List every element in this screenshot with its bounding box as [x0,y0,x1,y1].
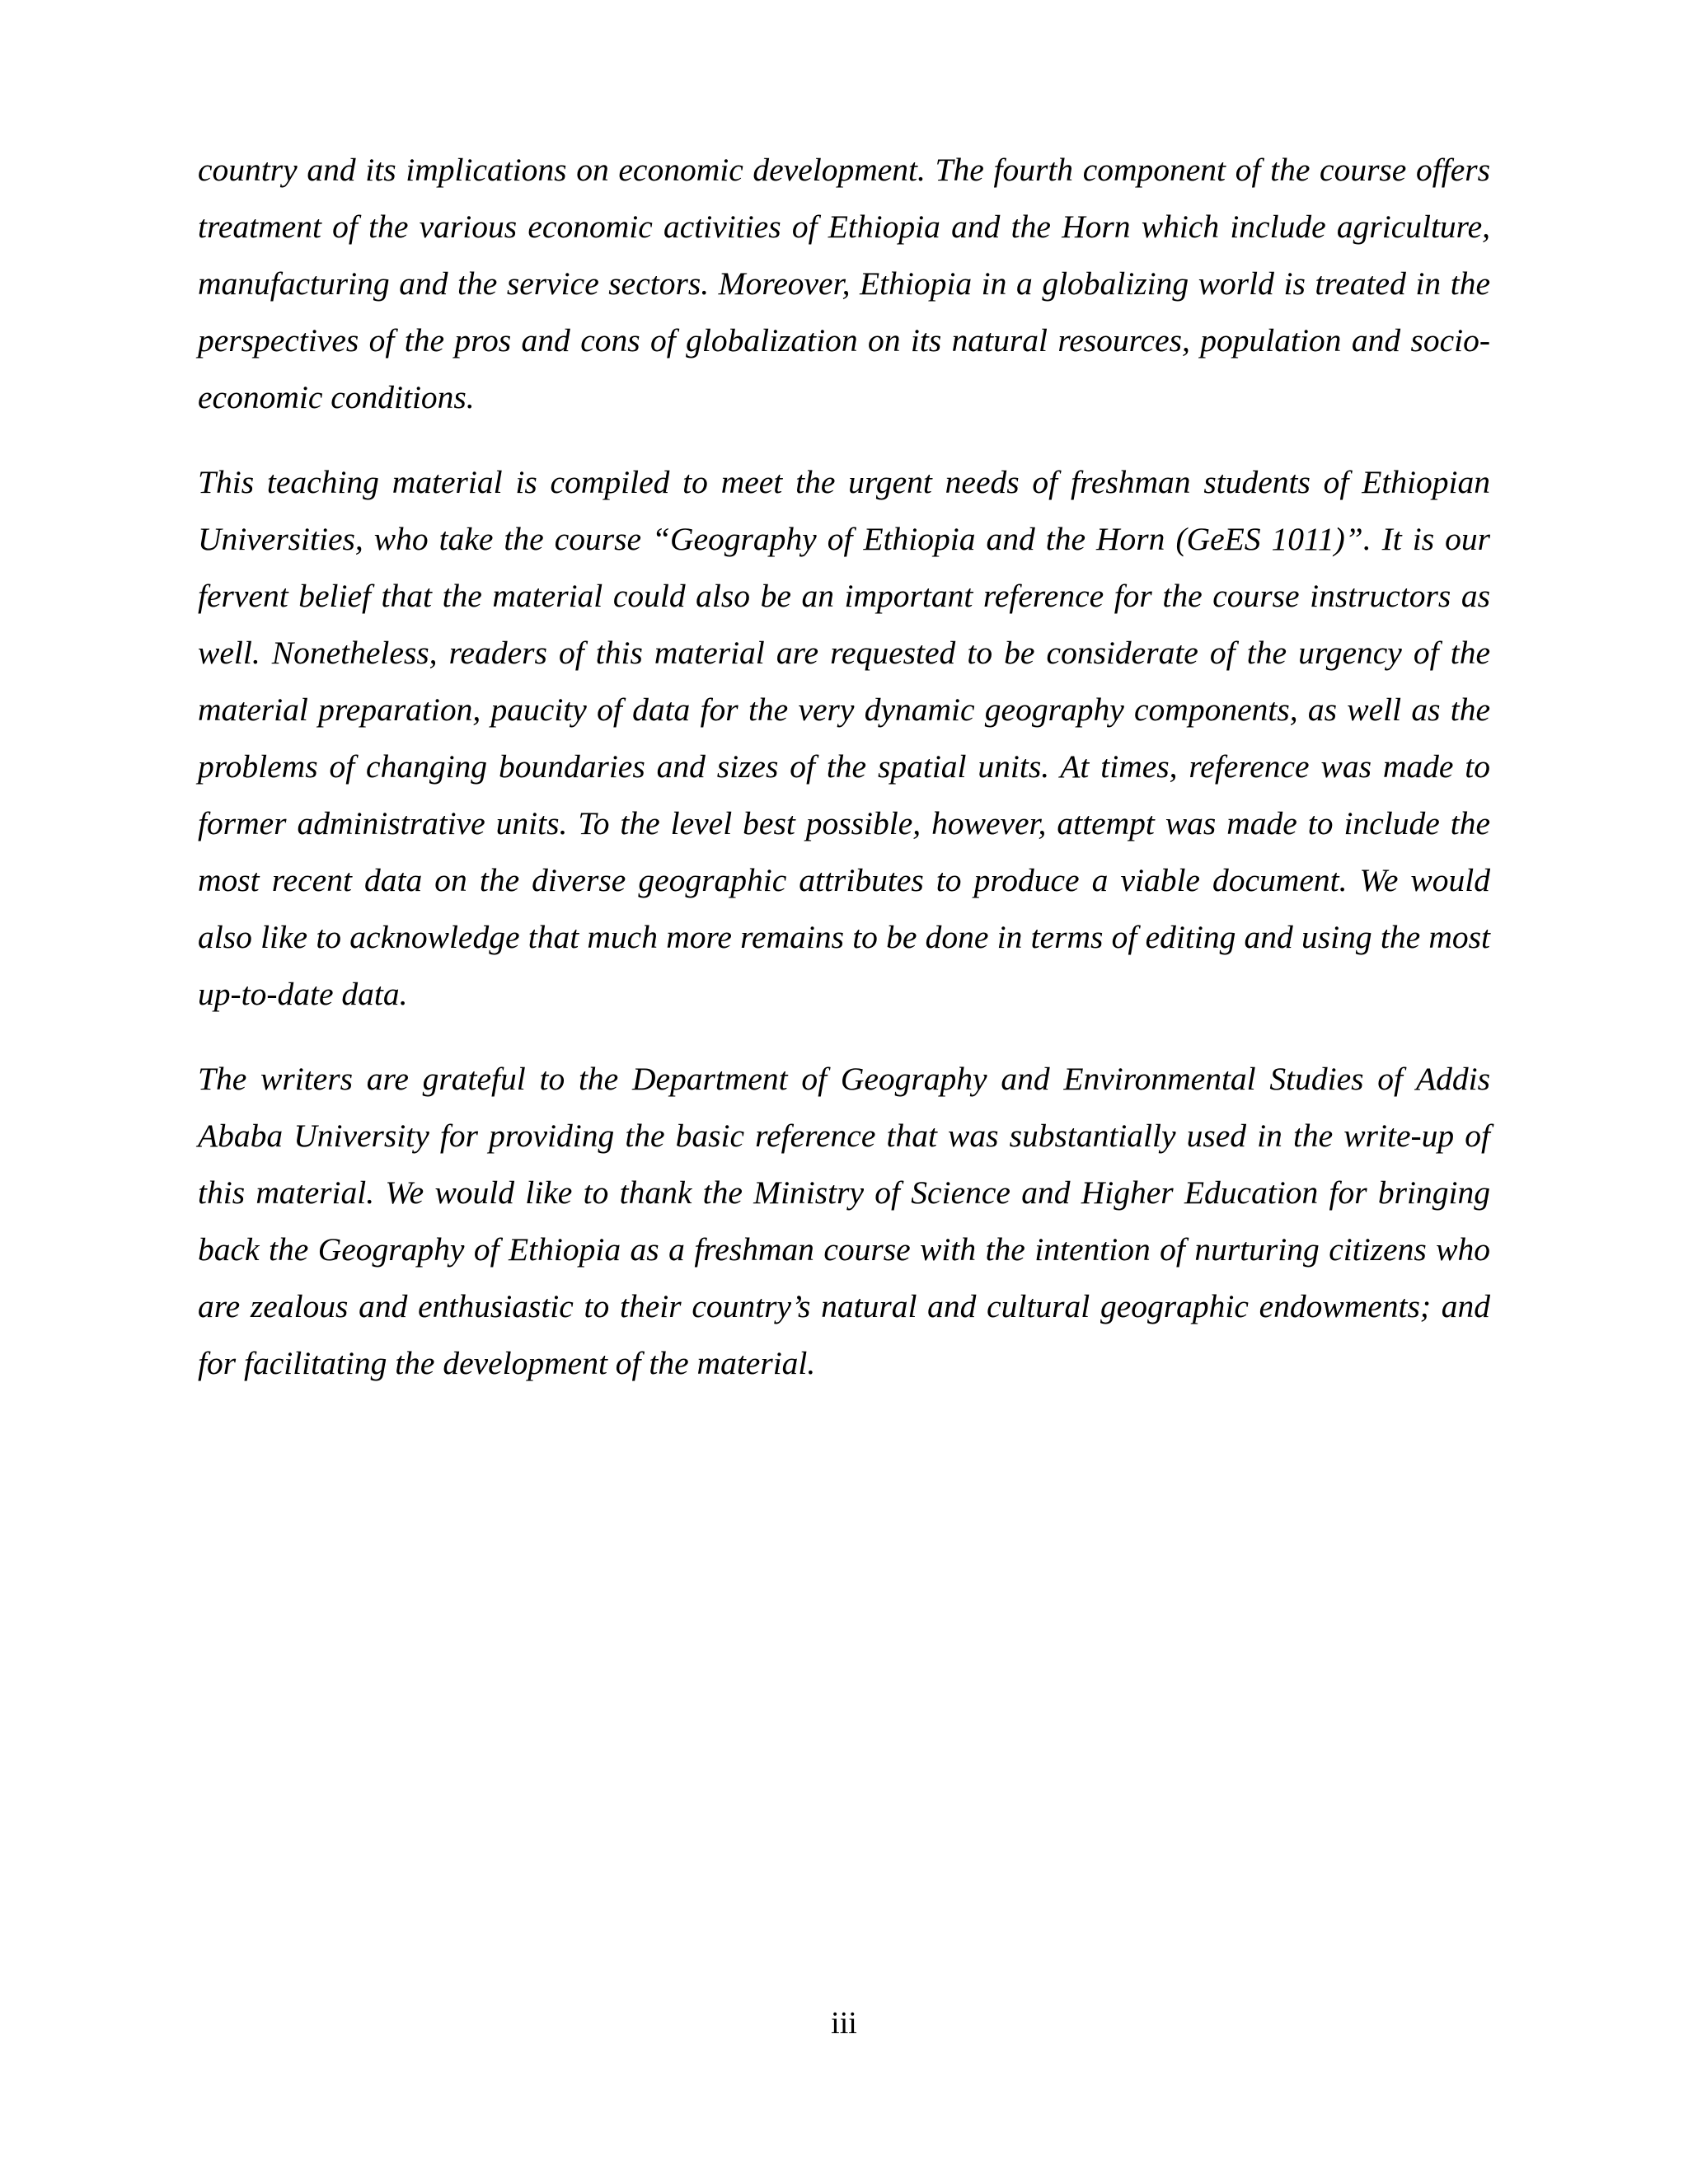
paragraph-acknowledgement: The writers are grateful to the Department of Geography and Environmental Studies of Addis Ababa University for providing the basic reference that was substantially used in the write-up of this material. We would like to thank the Ministry of Science and Higher Education for bringing back the Geography of Ethiopia as a freshman course with the intention of nurturing citizens who are zealous and enthusiastic to their country’s natural and cultural geographic endowments; and for facilitating the development of the material. [198,1061,1490,1381]
paragraph-teaching-material: This teaching material is compiled to meet the urgent needs of freshman students of Ethiopian Universities, who take the course “Geography of Ethiopia and the Horn (GeES 1011)”. It is our fervent belief that the material could also be an important reference for the course instructors as well. Nonetheless, readers of this material are requested to be considerate of the urgency of the material preparation, paucity of data for the very dynamic geography components, as well as the problems of changing boundaries and sizes of the spatial units. At times, reference was made to former administrative units. To the level best possible, however, attempt was made to include the most recent data on the diverse geographic attributes to produce a viable document. We would also like to acknowledge that much more remains to be done in terms of editing and using the most up-to-date data. [198,464,1490,1012]
paragraph-course-components: country and its implications on economic development. The fourth component of the course offers treatment of the various economic activities of Ethiopia and the Horn which include agriculture, manufacturing and the service sectors. Moreover, Ethiopia in a globalizing world is treated in the perspectives of the pros and cons of globalization on its natural resources, population and socio-economic conditions. [198,152,1490,415]
page-number: iii [831,2006,857,2041]
body-text [198,142,1490,1420]
